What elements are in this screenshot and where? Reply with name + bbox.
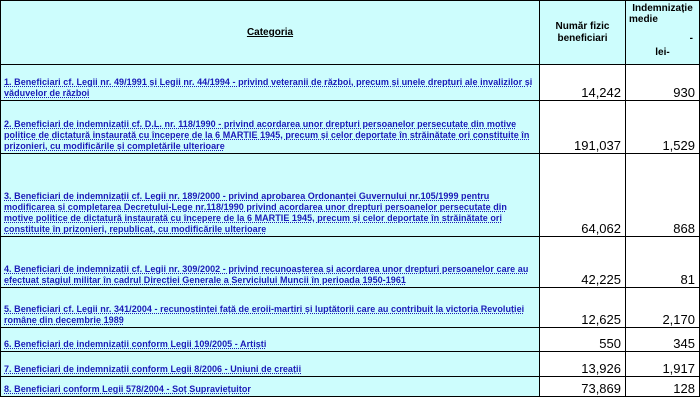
table-row: [1, 65, 700, 101]
header-allowance-line1: Indemnizație: [632, 3, 693, 14]
category-cell: 2. Beneficiari de indemnizații cf. D.L. nr. 118/1990 - privind acordarea unor drepturi persoanelor persecutate din motive politice de dictatură instaurată cu începere de la 6 MARTIE 1945, precum și celor deportate în străinătate ori constituite în prizonieri, cu modificările și completările ulterioare: [1, 101, 540, 154]
beneficiaries-cell: 42,225: [540, 237, 626, 288]
beneficiaries-cell: 550: [540, 328, 626, 352]
header-allowance-dash: -: [689, 33, 693, 44]
allowance-cell: 868: [626, 154, 700, 237]
allowance-cell: 345: [626, 328, 700, 352]
category-cell: 5. Beneficiari cf. Legii nr. 341/2004 - recunoștinței față de eroii-martiri și luptătorii care au contribuit la victoria Revoluției române din decembrie 1989: [1, 288, 540, 328]
beneficiaries-cell: 64,062: [540, 154, 626, 237]
category-cell: 6. Beneficiari de indemnizații conform Legii 109/2005 - Artiști: [1, 328, 540, 352]
beneficiaries-cell: 73,869: [540, 377, 626, 397]
table-row: [1, 352, 700, 377]
header-allowance-line2: medie: [629, 14, 658, 25]
allowance-cell: 128: [626, 377, 700, 397]
allowance-cell: 2,170: [626, 288, 700, 328]
beneficiaries-cell: 13,926: [540, 352, 626, 377]
header-beneficiaries-line2: beneficiari: [557, 32, 608, 44]
beneficiaries-cell: 14,242: [540, 65, 626, 101]
allowance-cell: 81: [626, 237, 700, 288]
header-allowance-unit: lei-: [655, 47, 670, 58]
category-cell: 1. Beneficiari cf. Legii nr. 49/1991 și Legii nr. 44/1994 - privind veteranii de război, precum și unele drepturi ale invalizilor și văduvelor de război: [1, 65, 540, 101]
category-cell: 4. Beneficiari de indemnizații cf. Legii nr. 309/2002 - privind recunoașterea și acordarea unor drepturi persoanelor care au efectuat stagiul militar în cadrul Direcției Generale a Serviciului Muncii în perioada 1950-1961: [1, 237, 540, 288]
header-beneficiaries-line1: Număr fizic: [555, 20, 610, 32]
category-cell: 8. Beneficiari conform Legii 578/2004 - Soț Supraviețuitor: [1, 377, 540, 397]
header-row: [1, 1, 700, 65]
table-row: [1, 328, 700, 352]
beneficiaries-cell: 191,037: [540, 101, 626, 154]
allowance-cell: 1,529: [626, 101, 700, 154]
header-allowance: [626, 1, 700, 65]
beneficiaries-cell: 12,625: [540, 288, 626, 328]
category-cell: 3. Beneficiari de indemnizații cf. Legii nr. 189/2000 - privind aprobarea Ordonanței Guvernului nr.105/1999 pentru modificarea și completarea Decretului-Lege nr.118/1990 privind acordarea unor drepturi persoanelor persecutate din motive politice de dictatură instaurată cu începere de la 6 MARTIE 1945, precum și celor deportate în străinătate ori constituite în prizonieri, republicat, cu modificările ulterioare: [1, 154, 540, 237]
allowance-cell: 930: [626, 65, 700, 101]
header-category-label: Categoria: [246, 27, 294, 38]
header-category: [1, 1, 540, 65]
table-row: [1, 288, 700, 328]
table-row: [1, 154, 700, 237]
table-row: [1, 237, 700, 288]
allowance-cell: 1,917: [626, 352, 700, 377]
table-row: [1, 101, 700, 154]
category-cell: 7. Beneficiari de indemnizații conform Legii 8/2006 - Uniuni de creații: [1, 352, 540, 377]
table-row: [1, 377, 700, 397]
header-beneficiaries: [540, 1, 626, 65]
